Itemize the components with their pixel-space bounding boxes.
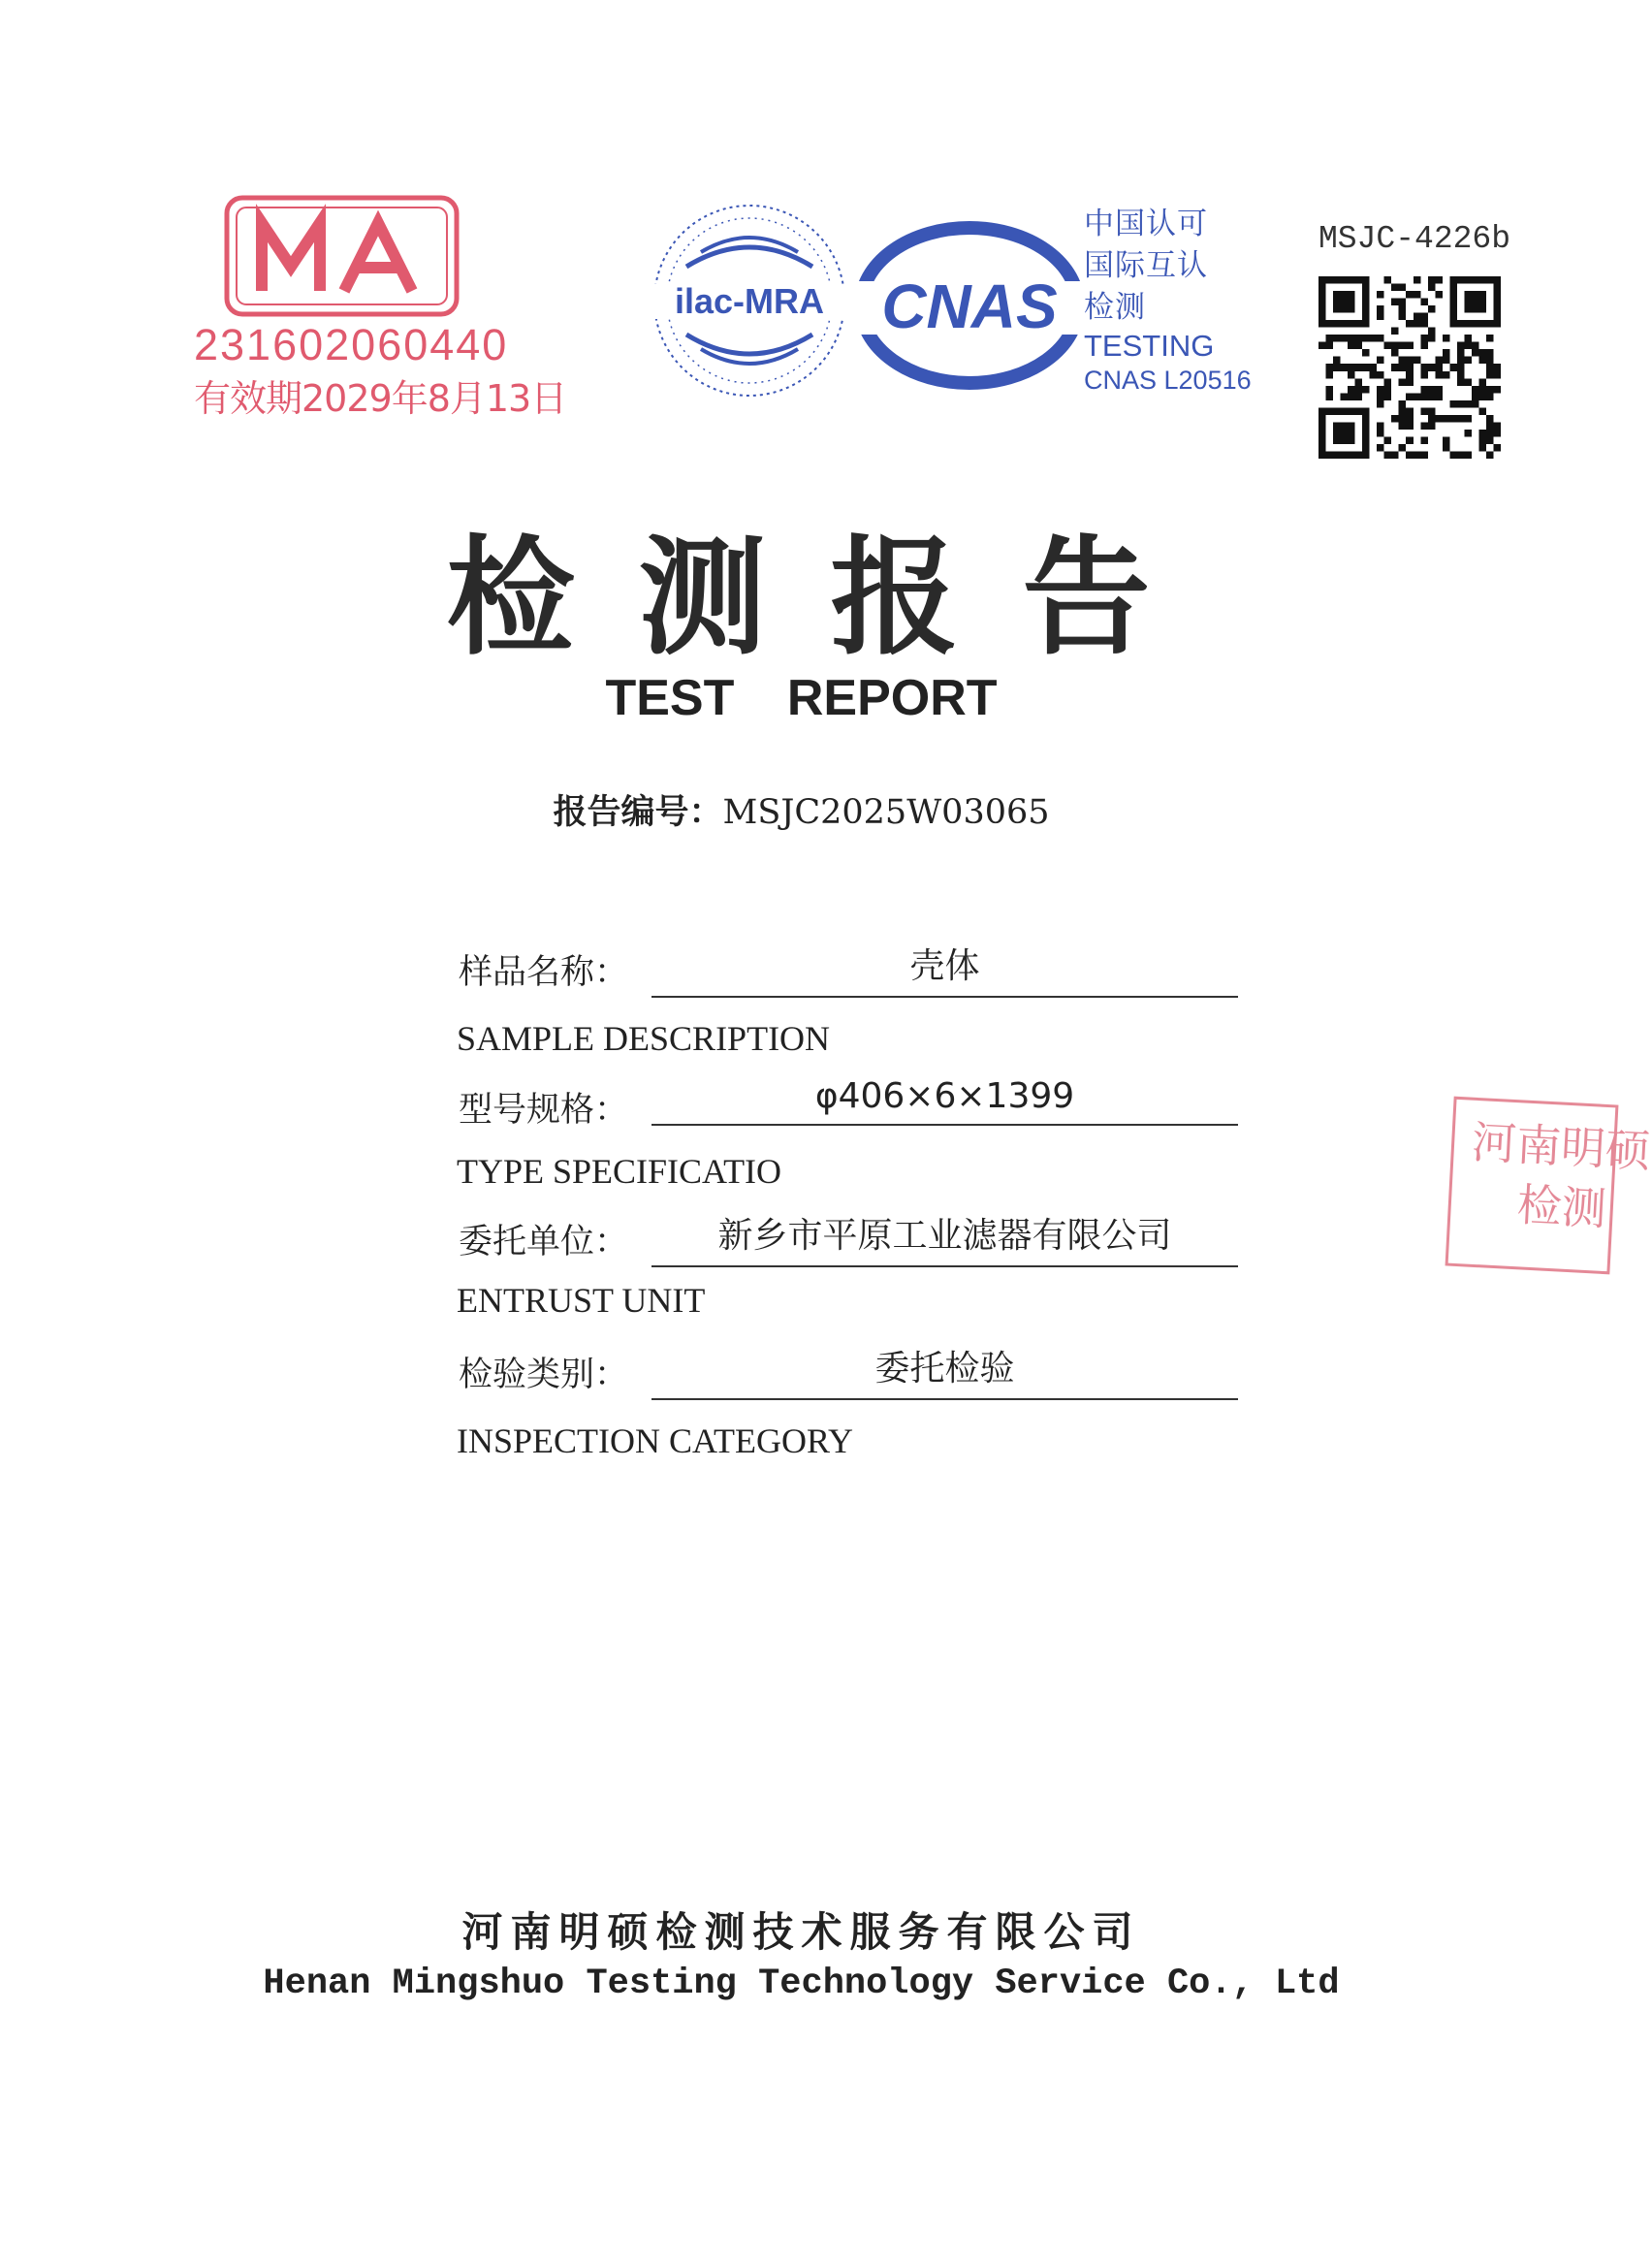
seal-line-1: 河南明硕 [1470, 1115, 1652, 1178]
type-spec-label: 型号规格： [459, 1091, 629, 1130]
ma-certification-stamp [194, 184, 567, 427]
cnas-logo-icon [853, 213, 1086, 398]
entrust-unit-label-cn: 委托单位： [459, 1223, 629, 1261]
sample-name-value: 壳体 [651, 939, 1238, 998]
sample-name-label: 样品名称： [459, 953, 629, 992]
ilac-mra-logo-icon [648, 199, 851, 402]
company-name-english: Henan Mingshuo Testing Technology Service Co., Ltd [263, 1964, 1340, 2004]
report-title-chinese: 检测报告 [446, 524, 1215, 673]
inspection-category-label: INSPECTION CATEGORY [457, 1421, 854, 1460]
type-spec-value: φ406×6×1399 [651, 1076, 1238, 1126]
entrust-unit-label: ENTRUST UNIT [457, 1281, 706, 1320]
company-seal-stamp [1446, 1097, 1652, 1275]
company-name-chinese: 河南明硕检测技术服务有限公司 [461, 1908, 1141, 1956]
ma-validity-date: 有效期2029年8月13日 [194, 377, 567, 420]
ilac-logo-text: ilac-MRA [674, 281, 825, 321]
inspection-category-value: 委托检验 [651, 1341, 1238, 1400]
cnas-line-testing-en: TESTING [1084, 329, 1215, 363]
report-number-label: 报告编号： [553, 793, 723, 832]
cnas-accreditation-text [1084, 204, 1252, 397]
cnas-line-recognition: 中国认可 [1084, 207, 1208, 241]
cnas-line-testing-cn: 检测 [1084, 290, 1146, 325]
report-number [0, 785, 1603, 834]
report-title-english: TEST REPORT [605, 670, 998, 726]
cnas-logo-text: CNAS [881, 271, 1058, 341]
cnas-line-mutual: 国际互认 [1084, 248, 1208, 283]
document-code: MSJC-4226b [1318, 221, 1511, 257]
inspection-category-label-cn: 检验类别： [459, 1356, 629, 1394]
type-specification-label: TYPE SPECIFICATIO [457, 1152, 782, 1191]
report-number-value: MSJC2025W03065 [722, 793, 1050, 832]
sample-description-label: SAMPLE DESCRIPTION [457, 1019, 831, 1058]
qr-code-icon[interactable] [1318, 276, 1501, 459]
cnas-accreditation-number: CNAS L20516 [1084, 366, 1252, 395]
ma-logo-icon [223, 194, 461, 318]
ma-certificate-number: 231602060440 [194, 320, 509, 369]
entrust-unit-value: 新乡市平原工业滤器有限公司 [651, 1208, 1238, 1267]
seal-line-2: 检测 [1515, 1178, 1608, 1236]
